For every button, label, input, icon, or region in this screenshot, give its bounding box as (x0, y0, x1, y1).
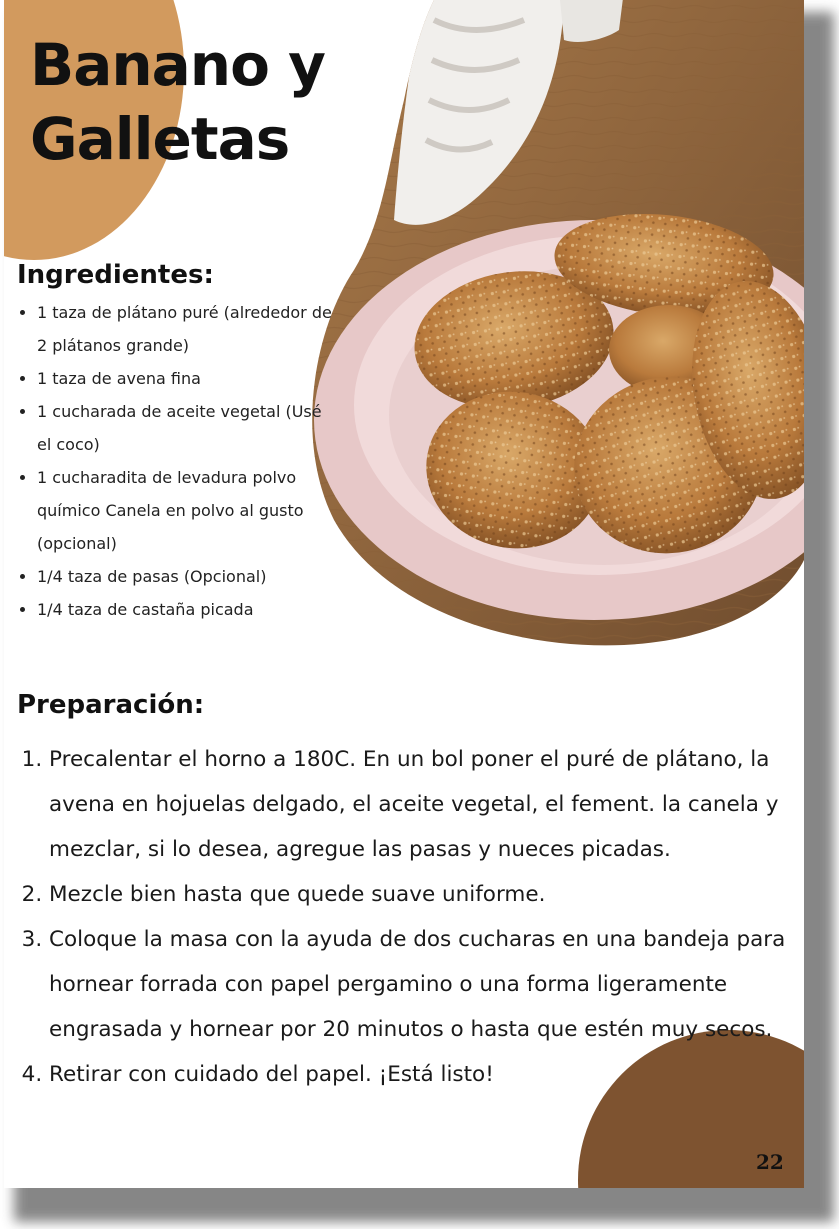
title-line-2: Galletas (30, 105, 290, 173)
ingredient-item: • 1 cucharadita de levadura polvo químico Canela en polvo al gusto (opcional) (37, 461, 337, 560)
page-number: 22 (756, 1150, 784, 1174)
title-line-1: Banano y (30, 31, 325, 99)
ingredients-list (18, 296, 337, 626)
preparation-step: 4. Retirar con cuidado del papel. ¡Está listo! (49, 1052, 804, 1097)
preparation-steps (24, 737, 804, 1097)
preparation-step: 2. Mezcle bien hasta que quede suave uniforme. (49, 872, 804, 917)
ingredient-item: • 1/4 taza de pasas (Opcional) (37, 560, 337, 593)
ingredient-item: • 1/4 taza de castaña picada (37, 593, 337, 626)
preparation-step: 3. Coloque la masa con la ayuda de dos cucharas en una bandeja para hornear forrada con papel pergamino o una forma ligeramente engrasada y hornear por 20 minutos o hasta que estén muy secos. (49, 917, 804, 1052)
ingredient-item: • 1 taza de plátano puré (alrededor de 2 plátanos grande) (37, 296, 337, 362)
preparation-step: 1. Precalentar el horno a 180C. En un bol poner el puré de plátano, la avena en hojuelas delgado, el aceite vegetal, el fement. la canela y mezclar, si lo desea, agregue las pasas y nueces picadas. (49, 737, 804, 872)
recipe-page (4, 0, 804, 1188)
ingredient-item: • 1 taza de avena fina (37, 362, 337, 395)
preparation-heading: Preparación: (17, 690, 205, 720)
ingredients-heading: Ingredientes: (17, 260, 214, 290)
recipe-title (30, 28, 325, 176)
ingredient-item: • 1 cucharada de aceite vegetal (Usé el coco) (37, 395, 337, 461)
